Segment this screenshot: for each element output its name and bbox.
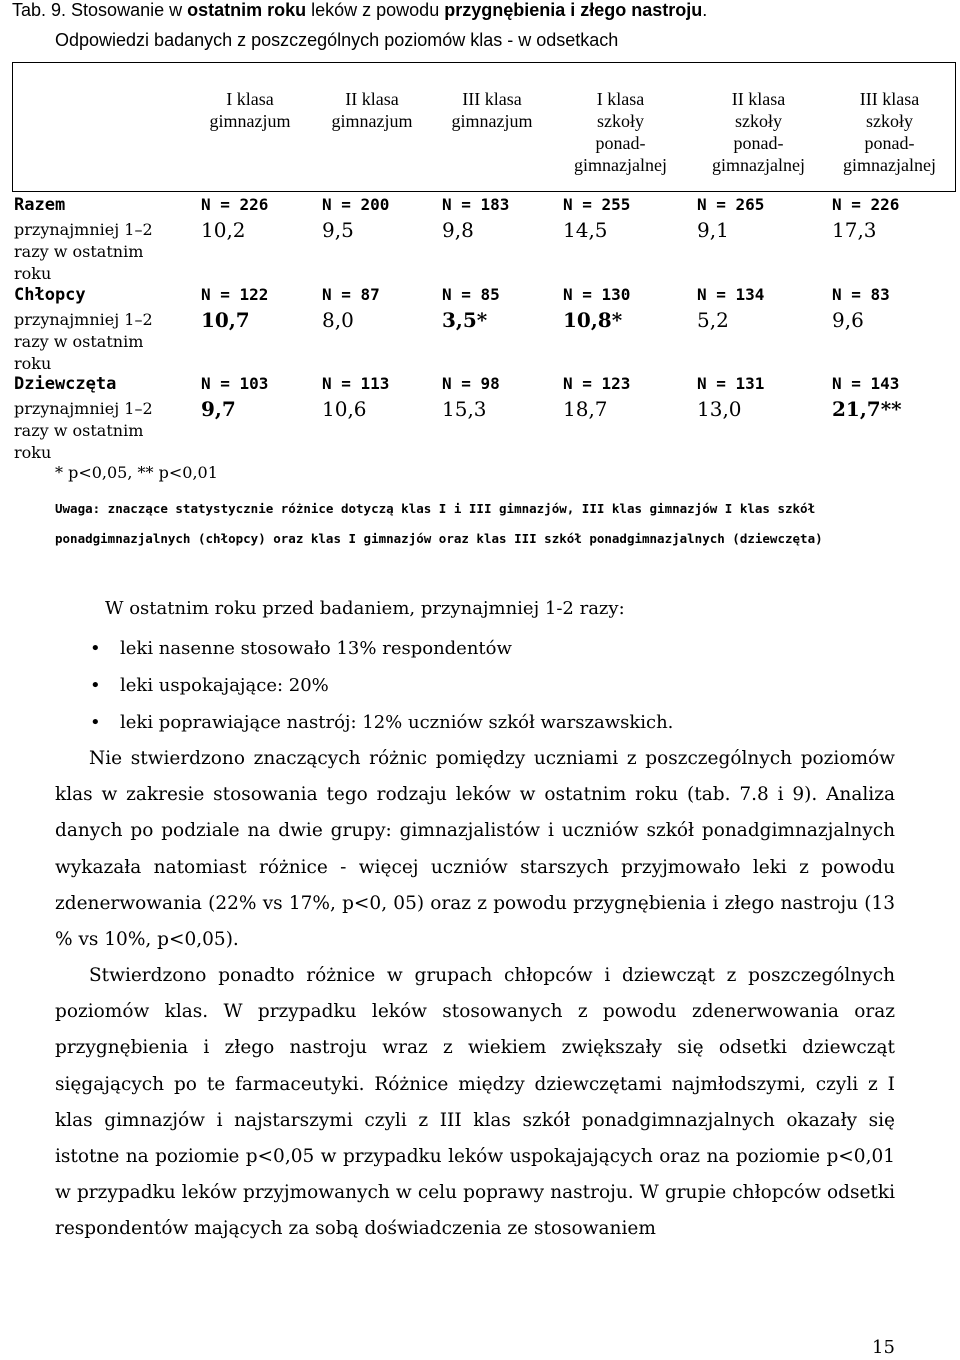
table-subtitle: Odpowiedzi badanych z poszczególnych poziomów klas - w odsetkach bbox=[55, 30, 619, 50]
n-cell: N = 226 bbox=[201, 195, 269, 214]
value-cell: 18,7 bbox=[563, 397, 608, 421]
caption-bold-2: przygnębienia i złego nastroju bbox=[444, 0, 703, 20]
body-paragraph-2: Stwierdzono ponadto różnice w grupach chłopców i dziewcząt z poszczególnych poziomów klas. W przypadku leków stosowanych z powodu zdenerwowania oraz przygnębienia i złego nastroju wraz z wiekiem zwiększały się odsetki dziewcząt sięgających po te farmaceutyki. Różnice między dziewczętami najmłodszymi, czyli z I klas gimnazjów i najstarszymi czyli z III klas szkół ponadgimnazjalnych okazały się istotne na poziomie p<0,05 w przypadku leków uspokajających oraz na poziomie p<0,01 w przypadku leków przyjmowanych w celu poprawy nastroju. W grupie chłopców odsetki respondentów mających za sobą doświadczenia ze stosowaniem bbox=[55, 965, 895, 1240]
value-cell: 10,8* bbox=[563, 308, 623, 332]
group-name: Dziewczęta bbox=[14, 374, 117, 394]
n-cell: N = 226 bbox=[832, 195, 900, 214]
value-cell: 9,7 bbox=[201, 397, 236, 421]
value-cell: 9,5 bbox=[322, 218, 354, 242]
caption-bold-1: ostatnim roku bbox=[187, 0, 307, 20]
n-cell: N = 83 bbox=[832, 285, 890, 304]
column-header: III klasa szkoły ponad- gimnazjalnej bbox=[843, 89, 936, 175]
value-cell: 21,7** bbox=[832, 397, 902, 421]
row-label: przynajmniej 1–2 razy w ostatnim roku bbox=[14, 310, 153, 373]
value-cell: 9,6 bbox=[832, 308, 864, 332]
value-cell: 15,3 bbox=[442, 397, 487, 421]
n-cell: N = 143 bbox=[832, 374, 900, 393]
value-cell: 10,7 bbox=[201, 308, 250, 332]
value-cell: 9,1 bbox=[697, 218, 729, 242]
column-header: II klasa szkoły ponad- gimnazjalnej bbox=[712, 89, 805, 175]
column-header: I klasa gimnazjum bbox=[209, 89, 291, 131]
significance-footnote: * p<0,05, ** p<0,01 bbox=[55, 463, 218, 482]
n-cell: N = 103 bbox=[201, 374, 269, 393]
n-cell: N = 255 bbox=[563, 195, 631, 214]
group-name: Chłopcy bbox=[14, 285, 86, 305]
column-header: II klasa gimnazjum bbox=[331, 89, 413, 131]
value-cell: 8,0 bbox=[322, 308, 354, 332]
n-cell: N = 183 bbox=[442, 195, 510, 214]
list-item: • leki poprawiające nastrój: 12% uczniów szkół warszawskich. bbox=[90, 710, 673, 747]
n-cell: N = 113 bbox=[322, 374, 390, 393]
value-cell: 13,0 bbox=[697, 397, 742, 421]
body-paragraph-1: Nie stwierdzono znaczących różnic pomiędzy uczniami z poszczególnych poziomów klas w zakresie stosowania tego rodzaju leków w ostatnim roku (tab. 7.8 i 9). Analiza danych po podziale na dwie grupy: gimnazjalistów i uczniów szkół ponadgimnazjalnych wykazała natomiast różnice - więcej uczniów starszych przyjmowało leki z powodu zdenerwowania (22% vs 17%, p<0, 05) oraz z powodu przygnębienia i złego nastroju (13 % vs 10%, p<0,05). bbox=[55, 748, 895, 951]
column-header: III klasa gimnazjum bbox=[451, 89, 533, 131]
caption-prefix: Tab. 9. Stosowanie w bbox=[12, 0, 188, 20]
caption-middle: leków z powodu bbox=[306, 0, 445, 20]
caption-suffix: . bbox=[702, 0, 708, 20]
list-item: • leki nasenne stosowało 13% respondentów bbox=[90, 636, 673, 673]
n-cell: N = 265 bbox=[697, 195, 765, 214]
value-cell: 17,3 bbox=[832, 218, 877, 242]
column-header: I klasa szkoły ponad- gimnazjalnej bbox=[574, 89, 667, 175]
list-item: • leki uspokajające: 20% bbox=[90, 673, 673, 710]
n-cell: N = 85 bbox=[442, 285, 500, 304]
row-label: przynajmniej 1–2 razy w ostatnim roku bbox=[14, 399, 153, 462]
value-cell: 9,8 bbox=[442, 218, 474, 242]
n-cell: N = 131 bbox=[697, 374, 765, 393]
value-cell: 5,2 bbox=[697, 308, 729, 332]
table-caption bbox=[12, 0, 952, 21]
value-cell: 14,5 bbox=[563, 218, 608, 242]
group-name: Razem bbox=[14, 195, 66, 215]
value-cell: 10,6 bbox=[322, 397, 367, 421]
table-note: Uwaga: znaczące statystycznie różnice dotyczą klas I i III gimnazjów, III klas gimnazjów I klas szkół ponadgimnazjalnych (chłopcy) oraz klas I gimnazjów oraz klas III szkół ponadgimnazjalnych (dziewczęta) bbox=[55, 501, 823, 546]
n-cell: N = 130 bbox=[563, 285, 631, 304]
page-number: 15 bbox=[872, 1337, 895, 1358]
n-cell: N = 123 bbox=[563, 374, 631, 393]
n-cell: N = 200 bbox=[322, 195, 390, 214]
n-cell: N = 134 bbox=[697, 285, 765, 304]
bullet-list bbox=[90, 636, 673, 747]
n-cell: N = 98 bbox=[442, 374, 500, 393]
row-label: przynajmniej 1–2 razy w ostatnim roku bbox=[14, 220, 153, 283]
value-cell: 3,5* bbox=[442, 308, 488, 332]
intro-sentence: W ostatnim roku przed badaniem, przynajmniej 1-2 razy: bbox=[105, 598, 625, 619]
n-cell: N = 87 bbox=[322, 285, 380, 304]
value-cell: 10,2 bbox=[201, 218, 246, 242]
n-cell: N = 122 bbox=[201, 285, 269, 304]
